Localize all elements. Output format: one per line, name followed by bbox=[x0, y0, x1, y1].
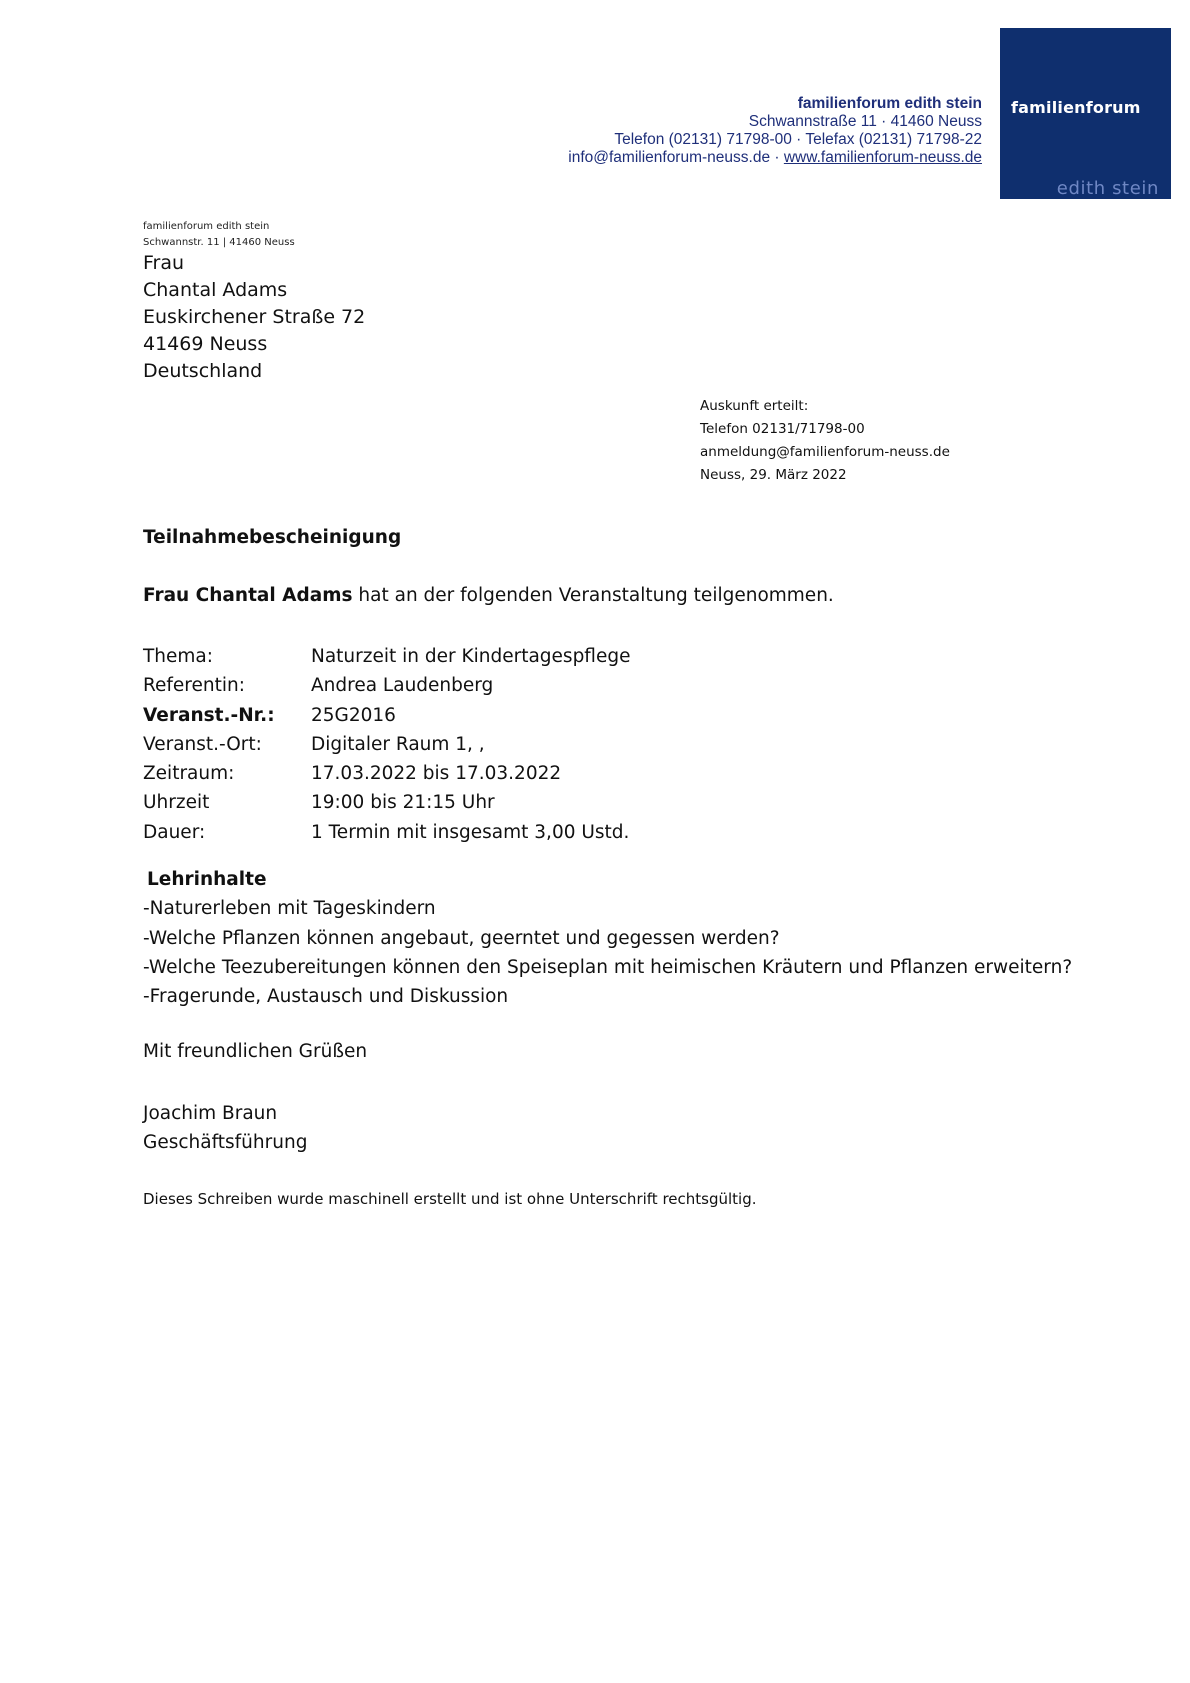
letterhead-org-name: familienforum edith stein bbox=[797, 95, 982, 112]
intro-sentence bbox=[143, 585, 834, 606]
logo-bottom-text: edith stein bbox=[1056, 178, 1159, 199]
detail-row-veranst-nr bbox=[143, 701, 630, 730]
footer-note: Dieses Schreiben wurde maschinell erstellt und ist ohne Unterschrift rechtsgültig. bbox=[143, 1190, 757, 1208]
intro-text: hat an der folgenden Veranstaltung teilgenommen. bbox=[352, 585, 834, 606]
recipient-city: 41469 Neuss bbox=[143, 333, 268, 355]
detail-row-zeitraum bbox=[143, 759, 630, 788]
letterhead-contact-line bbox=[568, 149, 982, 167]
letterhead-street: Schwannstraße 11 · 41460 Neuss bbox=[748, 113, 982, 130]
detail-row-referentin bbox=[143, 671, 630, 700]
letterhead-email-link[interactable]: info@familienforum-neuss.de bbox=[568, 149, 771, 166]
lehrinhalte-item: -Welche Pflanzen können angebaut, geerntet und gegessen werden? bbox=[143, 927, 780, 949]
detail-label: Dauer: bbox=[143, 821, 206, 843]
intro-participant-name: Frau Chantal Adams bbox=[143, 585, 353, 606]
detail-label: Referentin: bbox=[143, 675, 245, 697]
detail-value: Naturzeit in der Kindertagespflege bbox=[311, 646, 631, 667]
sender-return-address bbox=[143, 219, 295, 251]
detail-value: 17.03.2022 bis 17.03.2022 bbox=[311, 763, 562, 785]
letterhead-info bbox=[568, 95, 982, 167]
detail-value: Andrea Laudenberg bbox=[311, 675, 494, 697]
sender-line-2: Schwannstr. 11 | 41460 Neuss bbox=[143, 237, 295, 248]
detail-label: Thema: bbox=[143, 646, 213, 667]
signature-block bbox=[143, 1099, 307, 1158]
lehrinhalte-section bbox=[143, 865, 1072, 1011]
contact-email[interactable]: anmeldung@familienforum-neuss.de bbox=[700, 444, 950, 460]
recipient-name: Chantal Adams bbox=[143, 279, 288, 301]
recipient-address bbox=[143, 250, 365, 385]
contact-phone: Telefon 02131/71798-00 bbox=[700, 421, 865, 437]
detail-row-uhrzeit bbox=[143, 788, 630, 817]
signatory-role: Geschäftsführung bbox=[143, 1132, 308, 1154]
detail-label: Zeitraum: bbox=[143, 763, 235, 785]
document-title: Teilnahmebescheinigung bbox=[143, 527, 402, 548]
recipient-country: Deutschland bbox=[143, 360, 263, 382]
letterhead-website-link[interactable]: www.familienforum-neuss.de bbox=[783, 149, 982, 166]
detail-row-thema bbox=[143, 642, 630, 671]
event-details bbox=[143, 642, 630, 847]
contact-label: Auskunft erteilt: bbox=[700, 398, 809, 414]
recipient-street: Euskirchener Straße 72 bbox=[143, 306, 366, 328]
detail-label: Uhrzeit bbox=[143, 792, 210, 814]
lehrinhalte-item: -Welche Teezubereitungen können den Speiseplan mit heimischen Kräutern und Pflanzen erweitern? bbox=[143, 956, 1073, 978]
letterhead-separator: · bbox=[770, 149, 784, 166]
logo-top-text: familienforum bbox=[1011, 98, 1141, 117]
lehrinhalte-item: -Naturerleben mit Tageskindern bbox=[143, 898, 436, 920]
letterhead-phone-fax: Telefon (02131) 71798-00 · Telefax (02131) 71798-22 bbox=[614, 131, 982, 148]
detail-label: Veranst.-Ort: bbox=[143, 733, 262, 755]
detail-label: Veranst.-Nr.: bbox=[143, 704, 275, 726]
detail-value: Digitaler Raum 1, , bbox=[311, 733, 485, 755]
recipient-salutation: Frau bbox=[143, 252, 185, 274]
detail-value: 25G2016 bbox=[311, 704, 396, 726]
detail-row-dauer bbox=[143, 818, 630, 847]
detail-value: 19:00 bis 21:15 Uhr bbox=[311, 792, 495, 814]
contact-info bbox=[700, 395, 950, 487]
lehrinhalte-title: Lehrinhalte bbox=[147, 869, 267, 890]
detail-row-veranst-ort bbox=[143, 730, 630, 759]
familienforum-logo bbox=[1000, 28, 1171, 199]
sender-line-1: familienforum edith stein bbox=[143, 221, 270, 232]
closing-greeting: Mit freundlichen Grüßen bbox=[143, 1041, 368, 1062]
letter-date: Neuss, 29. März 2022 bbox=[700, 467, 847, 483]
detail-value: 1 Termin mit insgesamt 3,00 Ustd. bbox=[311, 821, 630, 843]
signatory-name: Joachim Braun bbox=[143, 1103, 278, 1124]
lehrinhalte-item: -Fragerunde, Austausch und Diskussion bbox=[143, 986, 509, 1008]
